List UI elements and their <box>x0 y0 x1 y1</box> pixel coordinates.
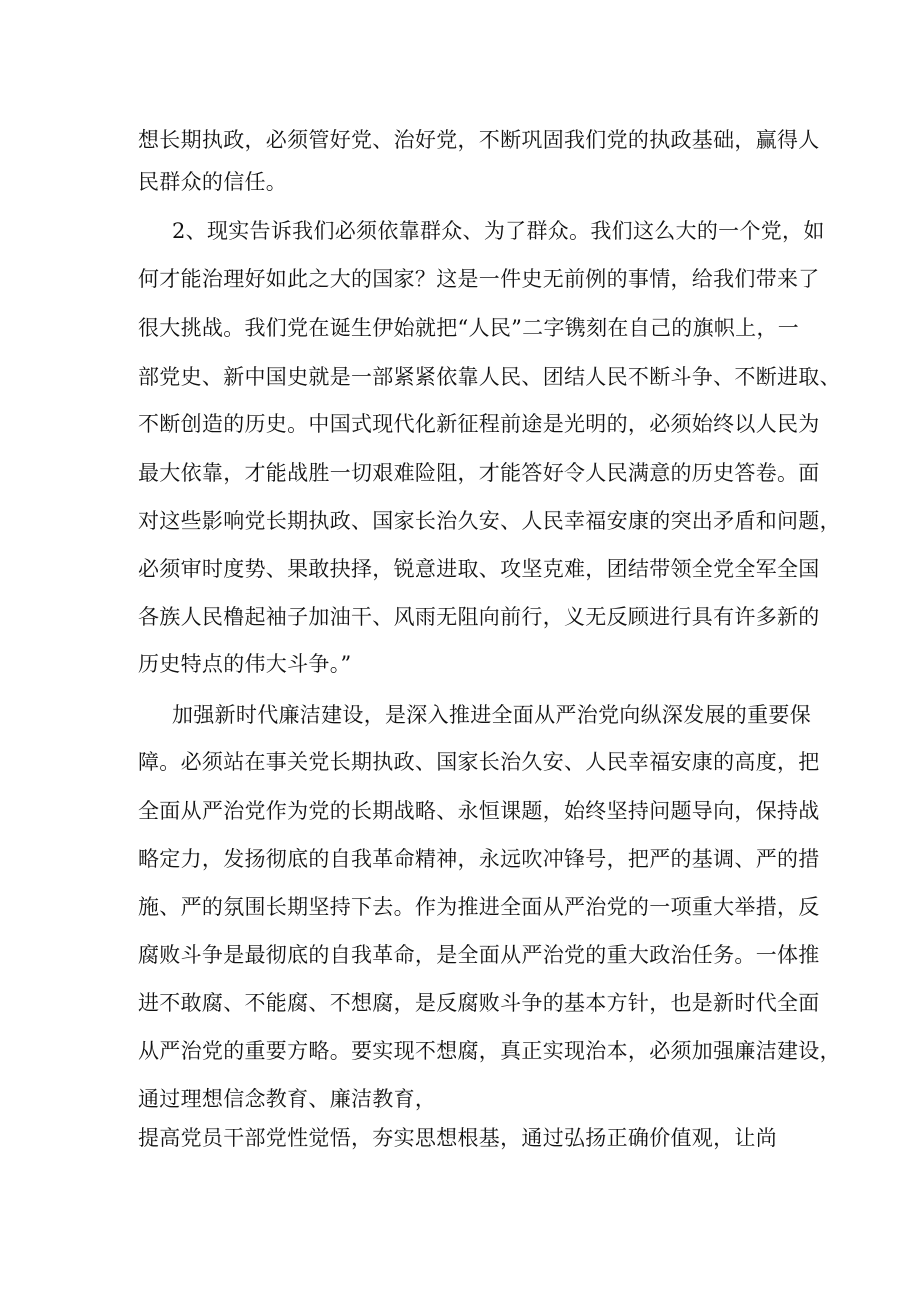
text-line-22: 提高党员干部党性觉悟，夯实思想根基，通过弘扬正确价值观，让尚 <box>138 1126 777 1150</box>
text-line-14: 障。必须站在事关党长期执政、国家长治久安、人民幸福安康的高度，把 <box>138 750 820 774</box>
text-line-20: 从严治党的重要方略。要实现不想腐，真正实现治本，必须加强廉洁建设， <box>138 1039 841 1063</box>
text-line-18: 腐败斗争是最彻底的自我革命，是全面从严治党的重大政治任务。一体推 <box>138 943 820 967</box>
text-line-6: 部党史、新中国史就是一部紧紧依靠人民、团结人民不断斗争、不断进取、 <box>138 365 841 389</box>
text-line-3: 2、现实告诉我们必须依靠群众、为了群众。我们这么大的一个党，如 <box>172 219 825 243</box>
text-line-1: 想长期执政，必须管好党、治好党，不断巩固我们党的执政基础，赢得人 <box>138 128 820 152</box>
text-line-15: 全面从严治党作为党的长期战略、永恒课题，始终坚持问题导向，保持战 <box>138 799 820 823</box>
text-line-10: 必须审时度势、果敢抉择，锐意进取、攻坚克难，团结带领全党全军全国 <box>138 557 820 581</box>
text-line-21: 通过理想信念教育、廉洁教育， <box>138 1087 437 1111</box>
text-line-2: 民群众的信任。 <box>138 170 288 194</box>
text-line-9: 对这些影响党长期执政、国家长治久安、人民幸福安康的突出矛盾和问题， <box>138 509 841 533</box>
text-line-12: 历史特点的伟大斗争。” <box>138 652 352 676</box>
text-line-16: 略定力，发扬彻底的自我革命精神，永远吹冲锋号，把严的基调、严的措 <box>138 847 820 871</box>
text-line-11: 各族人民橹起袖子加油干、风雨无阻向前行，义无反顾进行具有许多新的 <box>138 605 820 629</box>
text-line-7: 不断创造的历史。中国式现代化新征程前途是光明的，必须始终以人民为 <box>138 412 820 436</box>
text-line-5: 很大挑战。我们党在诞生伊始就把“人民”二字镌刻在自己的旗帜上，一 <box>138 316 800 340</box>
text-line-8: 最大依靠，才能战胜一切艰难险阻，才能答好令人民满意的历史答卷。面 <box>138 461 820 485</box>
text-line-19: 进不敢腐、不能腐、不想腐，是反腐败斗争的基本方针，也是新时代全面 <box>138 991 820 1015</box>
text-line-4: 何才能治理好如此之大的国家？这是一件史无前例的事情，给我们带来了 <box>138 267 820 291</box>
text-line-13: 加强新时代廉洁建设，是深入推进全面从严治党向纵深发展的重要保 <box>172 703 811 727</box>
text-line-17: 施、严的氛围长期坚持下去。作为推进全面从严治党的一项重大举措，反 <box>138 895 820 919</box>
